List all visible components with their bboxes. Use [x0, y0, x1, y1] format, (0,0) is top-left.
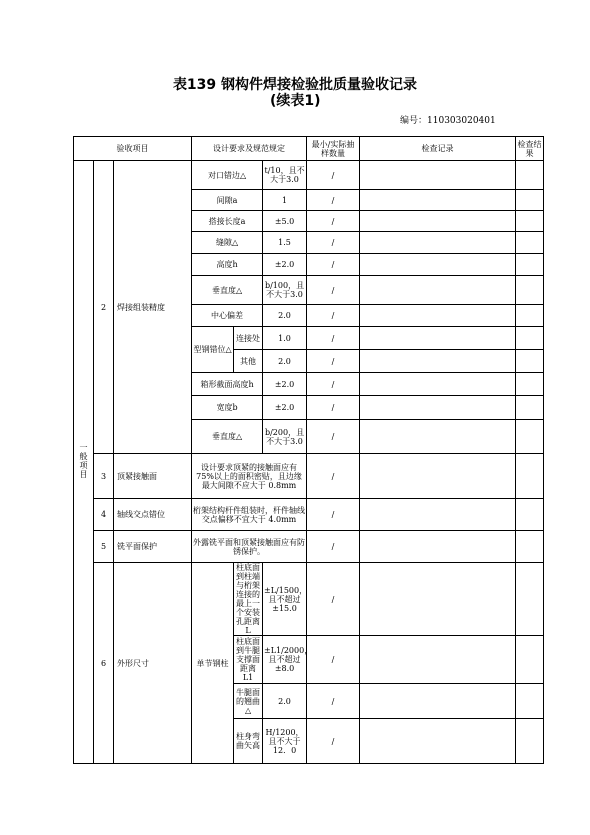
item-sample: / — [307, 327, 360, 350]
item-value: ±L1/2000，且不超过±8.0 — [263, 636, 307, 684]
item-label: 间隙a — [192, 190, 263, 211]
row-number: 4 — [94, 499, 114, 531]
header-item: 验收项目 — [74, 137, 192, 161]
record-cell[interactable] — [360, 211, 516, 232]
item-sample: / — [307, 373, 360, 396]
result-cell[interactable] — [516, 719, 544, 764]
group-label-cell — [74, 161, 94, 764]
item-label: 高度h — [192, 254, 263, 276]
item-sample: / — [307, 719, 360, 764]
group-label: 一般项目 — [79, 443, 88, 479]
item-design: 桁架结构杆件组装时，杆件轴线交点偏移不宜大于 4.0mm — [192, 499, 307, 531]
result-cell[interactable] — [516, 396, 544, 420]
row-number: 2 — [94, 161, 114, 454]
item-design: 外露铣平面和顶紧接触面应有防锈保护。 — [192, 531, 307, 563]
table-row — [74, 499, 544, 531]
record-cell[interactable] — [360, 454, 516, 499]
item-value: 2.0 — [263, 305, 307, 327]
row-name: 外形尺寸 — [114, 563, 192, 764]
item-label: 柱底面到牛腿支撑面距离L1 — [234, 636, 263, 684]
doc-number-label: 编号： — [400, 116, 428, 126]
item-sample: / — [307, 396, 360, 420]
record-cell[interactable] — [360, 563, 516, 636]
item-sample: / — [307, 350, 360, 373]
row-name: 焊接组装精度 — [114, 161, 192, 454]
result-cell[interactable] — [516, 350, 544, 373]
item-sample: / — [307, 499, 360, 531]
item-value: ±L/1500，且不超过±15.0 — [263, 563, 307, 636]
item-sample: / — [307, 531, 360, 563]
item-label: 搭接长度a — [192, 211, 263, 232]
result-cell[interactable] — [516, 636, 544, 684]
item-label: 柱底面到柱端与桁架连接的最上一个安装孔距离L — [234, 563, 263, 636]
record-cell[interactable] — [360, 396, 516, 420]
table-row — [74, 161, 544, 190]
item-sample: / — [307, 254, 360, 276]
record-cell[interactable] — [360, 254, 516, 276]
item-value: ±5.0 — [263, 211, 307, 232]
item-label: 垂直度△ — [192, 420, 263, 454]
result-cell[interactable] — [516, 232, 544, 254]
record-cell[interactable] — [360, 373, 516, 396]
record-cell[interactable] — [360, 276, 516, 305]
item-label: 牛腿面的翘曲△ — [234, 684, 263, 719]
item-sublabel: 其他 — [234, 350, 263, 373]
result-cell[interactable] — [516, 276, 544, 305]
item-sample: / — [307, 420, 360, 454]
item-sample: / — [307, 636, 360, 684]
result-cell[interactable] — [516, 684, 544, 719]
item-label: 对口错边△ — [192, 161, 263, 190]
record-cell[interactable] — [360, 531, 516, 563]
record-cell[interactable] — [360, 305, 516, 327]
item-label: 垂直度△ — [192, 276, 263, 305]
item-label: 缝隙△ — [192, 232, 263, 254]
doc-number — [400, 113, 496, 126]
table-row — [74, 454, 544, 499]
header-record: 检查记录 — [360, 137, 516, 161]
item-label: 中心偏差 — [192, 305, 263, 327]
result-cell[interactable] — [516, 454, 544, 499]
item-sublabel: 连接处 — [234, 327, 263, 350]
row-number: 3 — [94, 454, 114, 499]
item-sample: / — [307, 276, 360, 305]
item-label: 柱身弯曲矢高 — [234, 719, 263, 764]
record-cell[interactable] — [360, 636, 516, 684]
item-value: 1 — [263, 190, 307, 211]
item-value: ±2.0 — [263, 373, 307, 396]
result-cell[interactable] — [516, 254, 544, 276]
row-name: 铣平面保护 — [114, 531, 192, 563]
record-cell[interactable] — [360, 190, 516, 211]
header-result: 检查结果 — [516, 137, 544, 161]
record-cell[interactable] — [360, 232, 516, 254]
item-label: 箱形截面高度h — [192, 373, 263, 396]
record-cell[interactable] — [360, 719, 516, 764]
item-sample: / — [307, 454, 360, 499]
item-sample: / — [307, 161, 360, 190]
header-row — [74, 137, 544, 161]
result-cell[interactable] — [516, 190, 544, 211]
record-cell[interactable] — [360, 350, 516, 373]
page-subtitle: (续表1) — [270, 93, 321, 109]
row-number: 5 — [94, 531, 114, 563]
item-value: ±2.0 — [263, 396, 307, 420]
header-min-sample: 最小/实际抽样数量 — [307, 137, 360, 161]
result-cell[interactable] — [516, 420, 544, 454]
table-row — [74, 563, 544, 636]
item-value: 2.0 — [263, 350, 307, 373]
result-cell[interactable] — [516, 161, 544, 190]
record-cell[interactable] — [360, 327, 516, 350]
page-title: 表139 钢构件焊接检验批质量验收记录 — [172, 77, 418, 93]
item-value: 1.5 — [263, 232, 307, 254]
item-value: 1.0 — [263, 327, 307, 350]
item-value: t/10，且不大于3.0 — [263, 161, 307, 190]
result-cell[interactable] — [516, 499, 544, 531]
item-value: 2.0 — [263, 684, 307, 719]
record-cell[interactable] — [360, 161, 516, 190]
result-cell[interactable] — [516, 531, 544, 563]
row-number: 6 — [94, 563, 114, 764]
result-cell[interactable] — [516, 327, 544, 350]
item-label: 宽度b — [192, 396, 263, 420]
item-value: ±2.0 — [263, 254, 307, 276]
item-value: b/100，且不大于3.0 — [263, 276, 307, 305]
result-cell[interactable] — [516, 373, 544, 396]
item-sample: / — [307, 563, 360, 636]
item-sample: / — [307, 190, 360, 211]
header-design: 设计要求及规范规定 — [192, 137, 307, 161]
row-name: 轴线交点错位 — [114, 499, 192, 531]
item-sample: / — [307, 305, 360, 327]
item-label: 型钢错位△ — [192, 327, 234, 373]
result-cell[interactable] — [516, 305, 544, 327]
item-sample: / — [307, 232, 360, 254]
item-value: b/200，且不大于3.0 — [263, 420, 307, 454]
result-cell[interactable] — [516, 211, 544, 232]
item-design: 设计要求顶紧的接触面应有75%以上的面积密贴，且边缘最大间隙不应大于 0.8mm — [192, 454, 307, 499]
inspection-table — [73, 136, 544, 764]
item-group: 单节钢柱 — [192, 563, 234, 764]
record-cell[interactable] — [360, 684, 516, 719]
item-value: H/1200，且不大于12．0 — [263, 719, 307, 764]
result-cell[interactable] — [516, 563, 544, 636]
row-name: 顶紧接触面 — [114, 454, 192, 499]
doc-number-value: 110303020401 — [427, 116, 496, 126]
record-cell[interactable] — [360, 499, 516, 531]
table-row — [74, 531, 544, 563]
item-sample: / — [307, 211, 360, 232]
record-cell[interactable] — [360, 420, 516, 454]
item-sample: / — [307, 684, 360, 719]
